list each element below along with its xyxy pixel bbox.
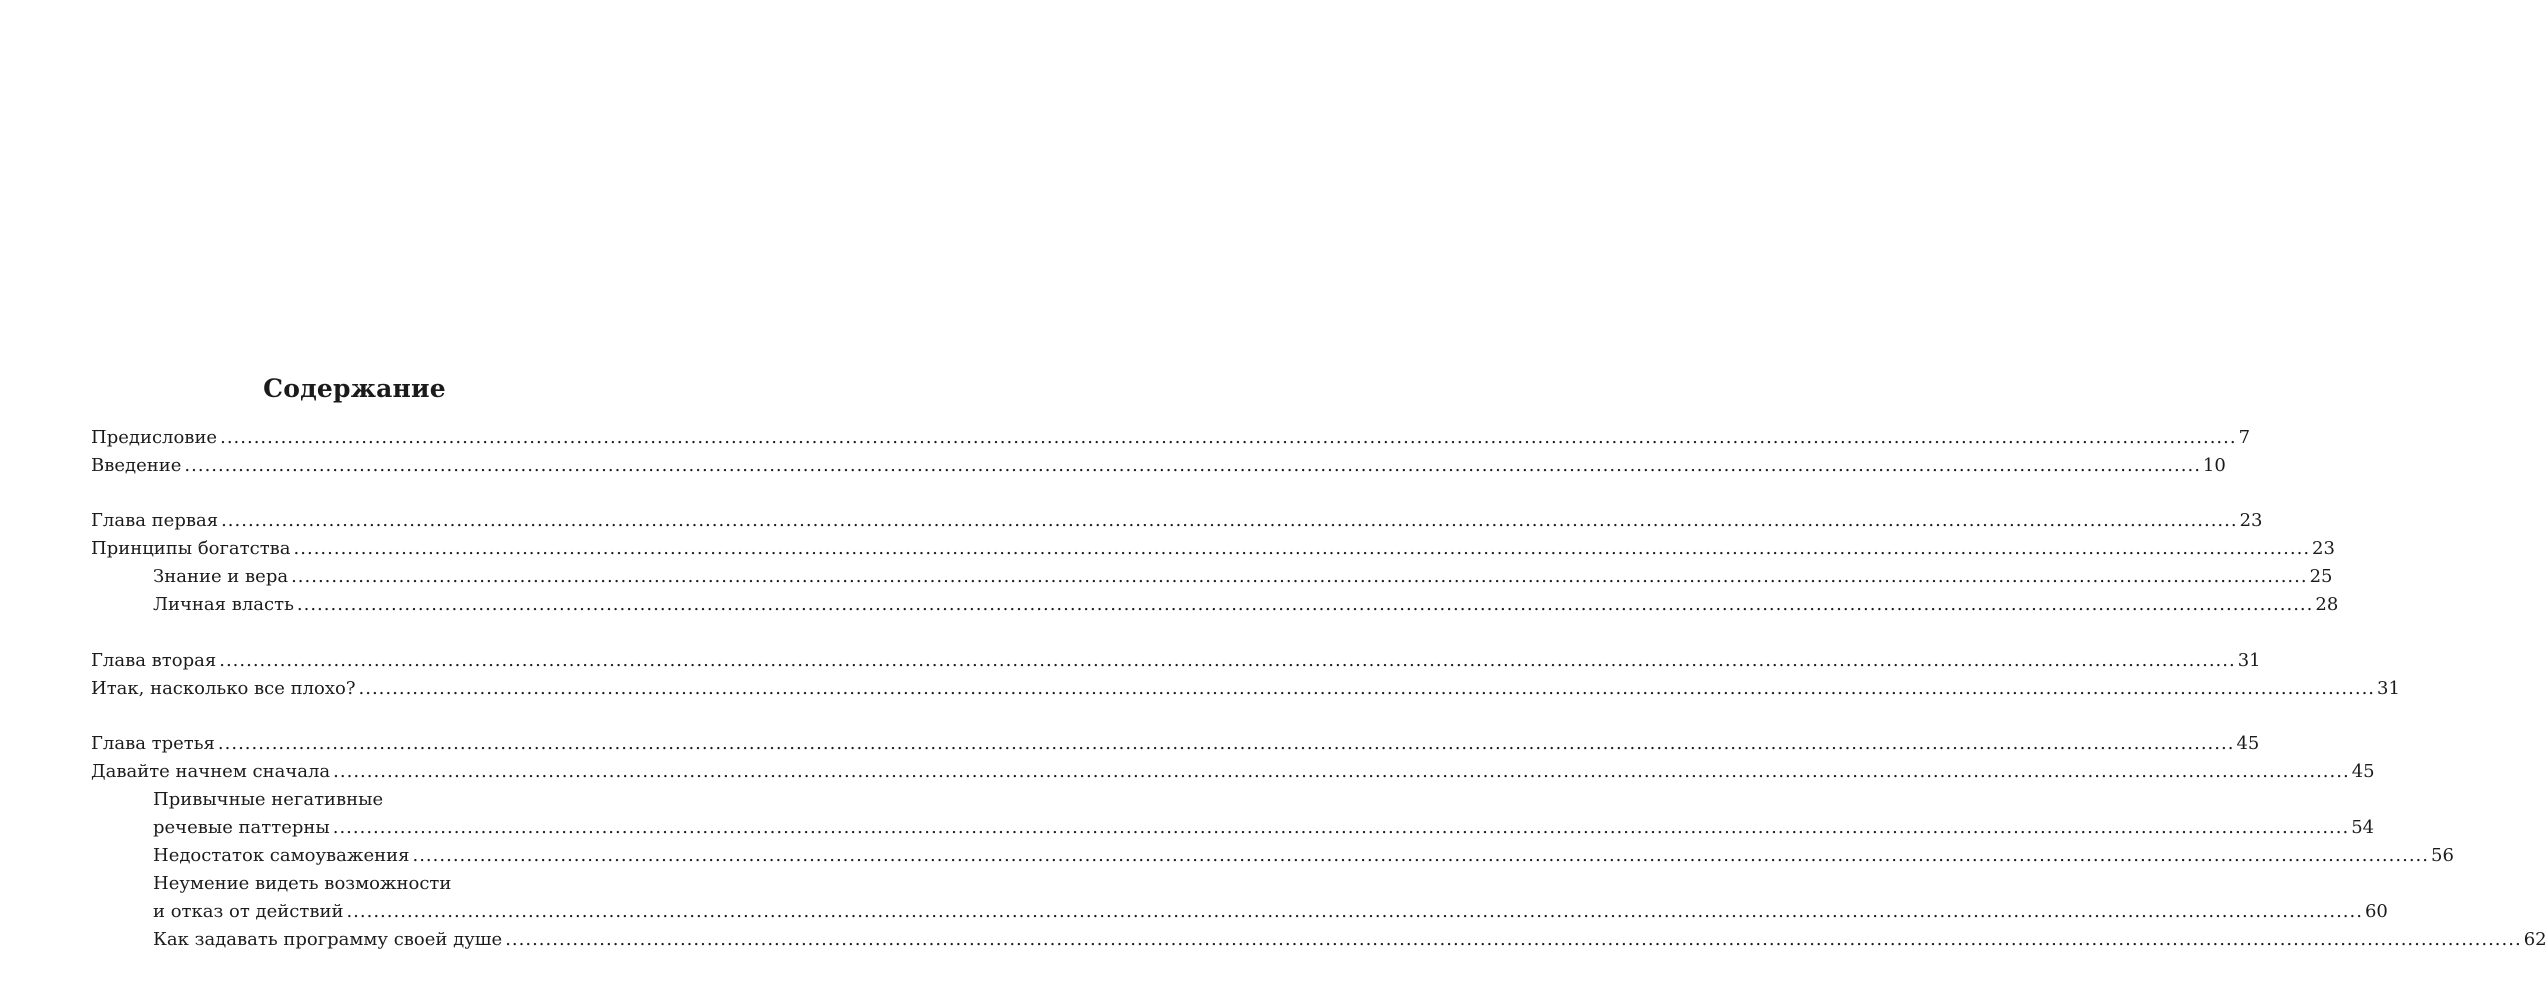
- toc-entry-label: и отказ от действий: [153, 901, 344, 922]
- toc-entry-page: 45: [2236, 733, 2260, 754]
- toc-entry[interactable]: [153, 591, 2339, 619]
- toc-entry-label: Личная власть: [153, 594, 294, 615]
- dot-leader: ............................................................................................................................................................................................................................................................................................................: [358, 678, 2376, 699]
- dot-leader: ............................................................................................................................................................................................................................................................................................................: [346, 901, 2363, 922]
- toc-entry-label: Глава третья: [91, 733, 215, 754]
- toc-entry-label: Как задавать программу своей душе: [153, 929, 503, 950]
- dot-leader: ............................................................................................................................................................................................................................................................................................................: [333, 761, 2350, 782]
- toc-entry-page: 23: [2312, 538, 2335, 559]
- toc-entry[interactable]: [91, 675, 2400, 703]
- toc-entry-page: 31: [2237, 650, 2261, 671]
- toc-entry-page: 56: [2431, 845, 2454, 866]
- toc-entry[interactable]: [153, 563, 2333, 591]
- dot-leader: ............................................................................................................................................................................................................................................................................................................: [412, 845, 2429, 866]
- dot-leader: ............................................................................................................................................................................................................................................................................................................: [219, 650, 2236, 671]
- page-title: Содержание: [263, 374, 446, 403]
- toc-entry-page: 25: [2309, 566, 2333, 587]
- toc-entry[interactable]: [153, 926, 2547, 954]
- toc-entry[interactable]: [153, 842, 2454, 870]
- toc-entry-label: Глава первая: [91, 510, 219, 531]
- toc-entry-label: Знание и вера: [153, 566, 289, 587]
- toc-entry-page: 10: [2202, 455, 2226, 476]
- toc-entry-label: Введение: [91, 455, 182, 476]
- toc-entry[interactable]: [91, 452, 2226, 480]
- dot-leader: ............................................................................................................................................................................................................................................................................................................: [217, 733, 2235, 754]
- toc-entry-label: Давайте начнем сначала: [91, 761, 331, 782]
- toc-entry-label: речевые паттерны: [153, 817, 330, 838]
- toc-entry[interactable]: [91, 535, 2335, 563]
- toc-entry-label-line1: Привычные негативные: [153, 789, 384, 810]
- toc-entry-label: Недостаток самоуважения: [153, 845, 410, 866]
- toc-entry-label-line1: Неумение видеть возможности: [153, 873, 452, 894]
- toc-entry-page: 60: [2364, 901, 2388, 922]
- dot-leader: ............................................................................................................................................................................................................................................................................................................: [220, 427, 2237, 448]
- toc-entry-page: 28: [2315, 594, 2339, 615]
- toc-entry[interactable]: [91, 730, 2260, 758]
- toc-entry[interactable]: [153, 898, 2388, 926]
- toc-entry-page: 23: [2239, 510, 2263, 531]
- toc-entry-page: 62: [2523, 929, 2547, 950]
- dot-leader: ............................................................................................................................................................................................................................................................................................................: [221, 510, 2238, 531]
- toc-entry[interactable]: [153, 814, 2375, 842]
- toc-entry-label: Итак, насколько все плохо?: [91, 678, 356, 699]
- toc-entry-label: Глава вторая: [91, 650, 217, 671]
- toc-entry-page: 7: [2238, 427, 2251, 448]
- toc-entry-page: 45: [2351, 761, 2375, 782]
- dot-leader: ............................................................................................................................................................................................................................................................................................................: [296, 594, 2314, 615]
- dot-leader: ............................................................................................................................................................................................................................................................................................................: [184, 455, 2201, 476]
- dot-leader: ............................................................................................................................................................................................................................................................................................................: [505, 929, 2522, 950]
- toc-entry[interactable]: [91, 507, 2263, 535]
- dot-leader: ............................................................................................................................................................................................................................................................................................................: [291, 566, 2308, 587]
- toc-entry[interactable]: [91, 758, 2375, 786]
- toc-entry-page: 31: [2377, 678, 2400, 699]
- toc-entry-label: Предисловие: [91, 427, 218, 448]
- toc-entry-page: 54: [2351, 817, 2375, 838]
- toc-entry[interactable]: [91, 424, 2251, 452]
- dot-leader: ............................................................................................................................................................................................................................................................................................................: [332, 817, 2350, 838]
- toc-entry-label: Принципы богатства: [91, 538, 291, 559]
- dot-leader: ............................................................................................................................................................................................................................................................................................................: [293, 538, 2311, 559]
- toc-entry[interactable]: [91, 647, 2261, 675]
